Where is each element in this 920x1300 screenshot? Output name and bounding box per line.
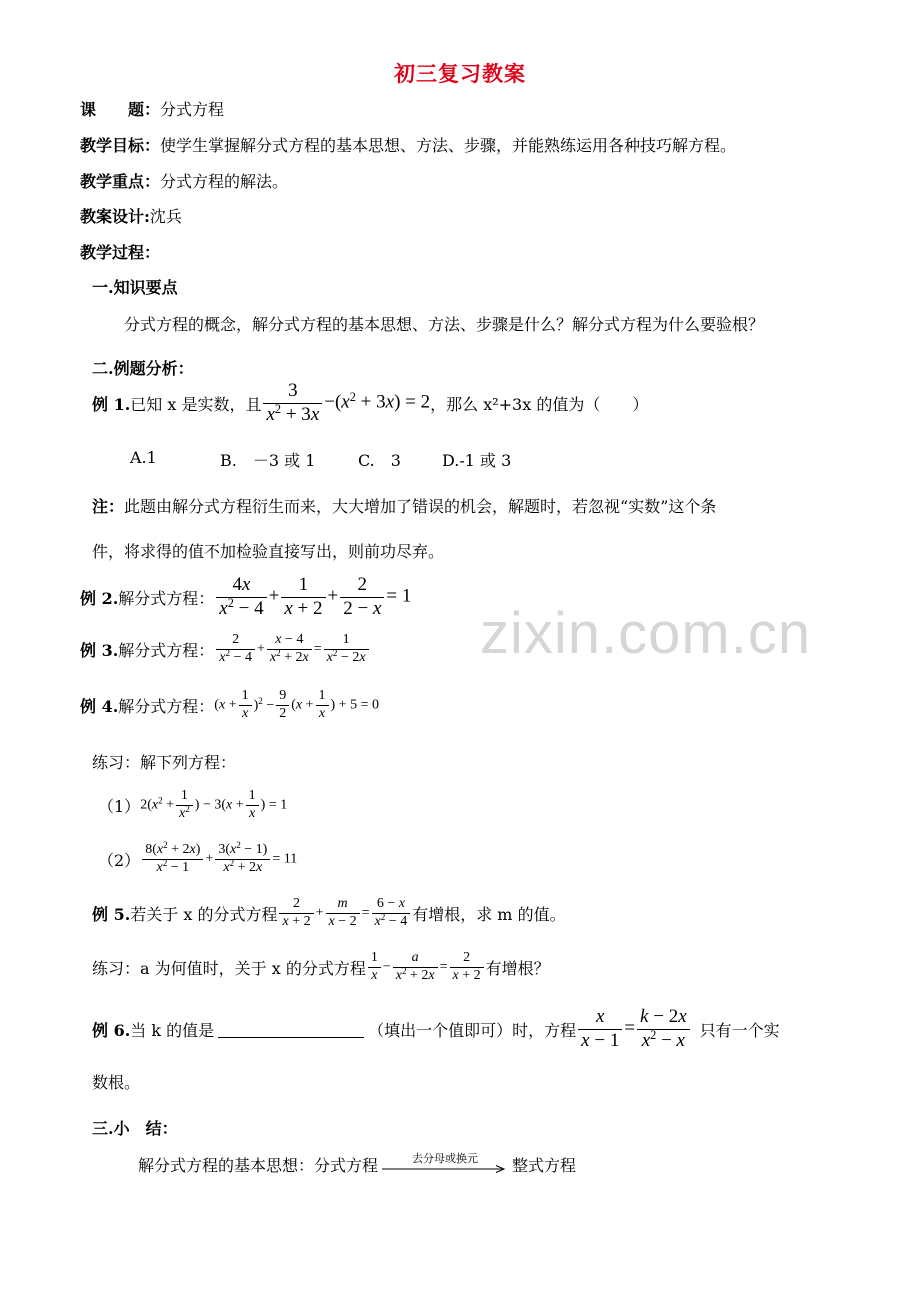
page-title: 初三复习教案 [394,61,526,86]
practice-2 [92,950,550,985]
practice-1-title: 练习：解下列方程： [92,753,237,772]
process-label: 教学过程： [80,243,161,262]
section2-title: 二.例题分析： [92,359,194,378]
practice-2-post: 有增根？ [485,958,550,978]
practice-1-item-1 [98,788,287,823]
summary-row [138,1152,576,1176]
practice-1-item-2-number: （2） [98,850,141,870]
example-6-label: 例 6. [92,1020,131,1040]
example-3 [80,632,371,667]
example-5-pre: 若关于 x 的分式方程 [130,904,278,924]
goal-label: 教学目标： [80,136,161,155]
example-3-text: 解分式方程： [118,640,215,660]
example-6-pre: 当 k 的值是 [130,1020,215,1040]
goal-value: 使学生掌握解分式方程的基本思想、方法、步骤，并能熟练运用各种技巧解方程。 [160,136,737,155]
example-5-equation: $\frac{2}{x + 2}$ + $\frac{m}{x - 2}$ = $\frac{6 - x}{x^2 - 4}$ [277,896,412,931]
answer-blank[interactable] [218,1021,364,1038]
topic-label: 课 题： [80,100,161,119]
example-6-mid: （填出一个值即可）时，方程 [368,1020,577,1040]
section1-title: 一.知识要点 [92,278,178,297]
designer-label: 教案设计: [80,207,150,226]
example-1-pre: 已知 x 是实数，且 [130,394,262,414]
note-text-1: 此题由解分式方程衍生而来，大大增加了错误的机会，解题时，若忽视“实数”这个条 [124,497,717,516]
example-6-line-2: 数根。 [92,1073,141,1092]
example-6 [92,1006,780,1053]
example-1 [92,380,648,427]
option-a: A.1 [130,448,157,467]
example-3-label: 例 3. [80,640,119,660]
topic-row [80,97,224,120]
example-4-text: 解分式方程： [118,696,215,716]
example-1-post: ，那么 x²+3x 的值为（ ） [430,394,649,414]
example-4 [80,688,379,723]
practice-2-equation: $\frac{1}{x}$ − $\frac{a}{x^2 + 2x}$ = $\frac{2}{x + 2}$ [366,950,486,985]
focus-row [80,169,288,192]
section3-title: 三.小 结： [92,1119,178,1138]
practice-1-item-1-number: （1） [98,796,141,816]
example-2 [80,574,411,621]
section1-text: 分式方程的概念，解分式方程的基本思想、方法、步骤是什么？解分式方程为什么要验根？ [124,315,765,334]
practice-2-pre: 练习：a 为何值时，关于 x 的分式方程 [92,958,366,978]
example-4-equation: (x + $\frac{1}{x}$ )$^2$ − $\frac{9}{2}$ (x + $\frac{1}{x}$ ) + 5 = 0 [214,688,379,721]
note-label: 注： [92,497,125,516]
example-1-label: 例 1. [92,394,131,414]
watermark: zixin.com.cn [480,601,812,666]
arrow-icon [382,1152,508,1176]
option-c: C. 3 [358,451,401,470]
example-1-equation: $\frac{3}{x^2 + 3x}$ $-(x^2 + 3x) = 2$ [261,380,430,427]
example-5-post: 有增根，求 m 的值。 [412,904,566,924]
focus-value: 分式方程的解法。 [160,172,289,191]
example-2-equation: $\frac{4x}{x^2 - 4}$ + $\frac{1}{x + 2}$ + $\frac{2}{2 - x}$ = 1 [214,574,411,621]
practice-1-item-2-equation: $\frac{8(x^2 + 2x)}{x^2 - 1}$ + $\frac{3(x^2 - 1)}{x^2 + 2x}$ = 11 [140,842,297,877]
summary-post: 整式方程 [512,1155,577,1175]
example-5-label: 例 5. [92,904,131,924]
example-2-label: 例 2. [80,588,119,608]
topic-value: 分式方程 [160,100,225,119]
summary-pre: 解分式方程的基本思想：分式方程 [138,1155,379,1175]
example-3-equation: $\frac{2}{x^2 - 4}$ + $\frac{x - 4}{x^2 + 2x}$ = $\frac{1}{x^2 - 2x}$ [214,632,370,667]
example-6-equation: $\frac{x}{x - 1}$ = $\frac{k - 2x}{x^2 - x}$ [576,1006,691,1053]
arrow-label: 去分母或换元 [412,1152,479,1165]
example-5 [92,896,566,931]
designer-value: 沈兵 [149,207,182,226]
goal-row [80,133,736,156]
practice-1-item-1-equation: $2(x^2$ + $\frac{1}{x^2}$ ) − 3(x + $\frac{1}{x}$ ) = 1 [140,788,288,821]
practice-1-item-2 [98,842,297,877]
designer-row [80,204,182,227]
note-line-2: 件，将求得的值不加检验直接写出，则前功尽弃。 [92,542,445,561]
focus-label: 教学重点： [80,172,161,191]
option-b: B. －3 或 1 [220,451,316,470]
example-4-label: 例 4. [80,696,119,716]
example-6-post: 只有一个实 [699,1020,780,1040]
option-d: D.-1 或 3 [442,451,512,470]
note-line-1 [92,494,716,517]
example-2-text: 解分式方程： [118,588,215,608]
